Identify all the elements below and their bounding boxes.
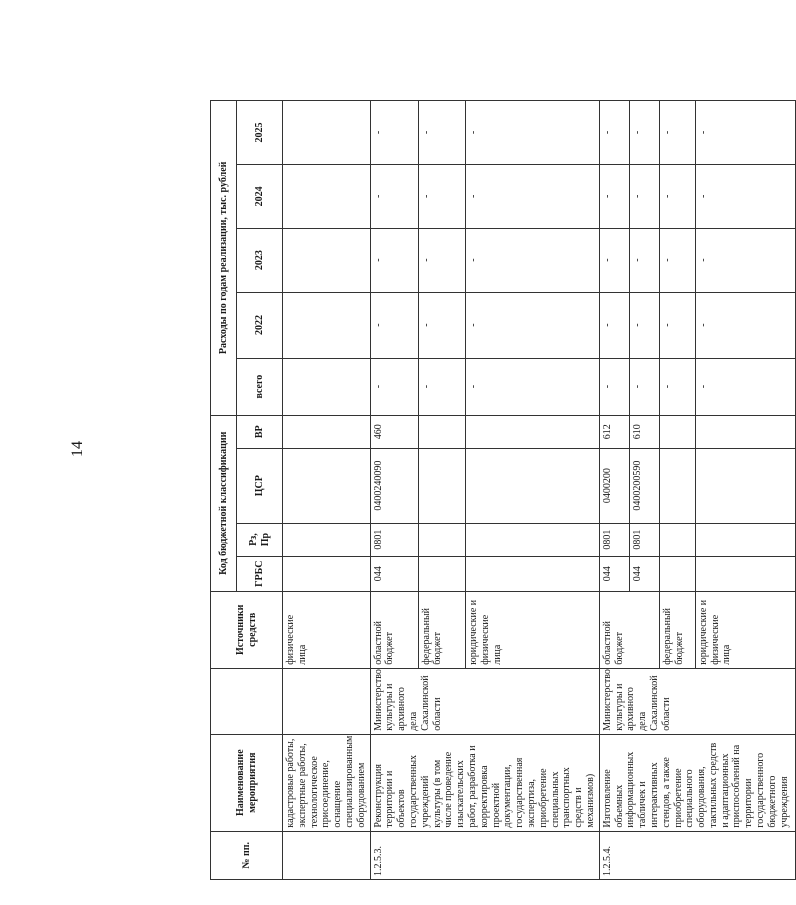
row-grbs: 044 <box>599 556 629 591</box>
row-csr <box>418 448 466 523</box>
row-source: физические лица <box>283 591 371 668</box>
row-2024: - <box>659 164 695 228</box>
row-grbs <box>695 556 795 591</box>
row-2022: - <box>659 292 695 358</box>
row-2023: - <box>370 228 418 292</box>
header-vr: ВР <box>237 415 283 448</box>
row-total: - <box>466 358 599 415</box>
row-2022: - <box>466 292 599 358</box>
row-executor: Министерство культуры и архивного дела Сахалинской области <box>370 668 599 734</box>
row-2024: - <box>629 164 659 228</box>
row-2024: - <box>599 164 629 228</box>
row-source: федеральный бюджет <box>659 591 695 668</box>
header-rzpr: Рз, Пр <box>237 523 283 556</box>
row-number <box>283 831 371 879</box>
header-2022: 2022 <box>237 292 283 358</box>
header-grbs: ГРБС <box>237 556 283 591</box>
header-csr: ЦСР <box>237 448 283 523</box>
row-grbs <box>659 556 695 591</box>
row-grbs <box>283 556 371 591</box>
row-2025: - <box>659 101 695 165</box>
row-total: - <box>659 358 695 415</box>
row-vr: 460 <box>370 415 418 448</box>
header-budget-code: Код бюджетной классификации <box>211 415 237 591</box>
row-2025: - <box>695 101 795 165</box>
row-vr: 612 <box>599 415 629 448</box>
page-number: 14 <box>69 441 86 457</box>
row-2025: - <box>629 101 659 165</box>
row-source: юридические и физические лица <box>466 591 599 668</box>
row-name: Реконструкция территории и объектов государственных учреждений культуры (в том числе проведение изыскательских работ, разработка и корректировка проектной документации, государственная экспертиза, приобретение специальных транспортных средств и механизмов) <box>370 734 599 831</box>
row-grbs <box>466 556 599 591</box>
row-total: - <box>370 358 418 415</box>
row-grbs <box>418 556 466 591</box>
row-2024 <box>283 164 371 228</box>
row-vr <box>695 415 795 448</box>
header-executor <box>211 668 283 734</box>
row-source: юридические и физические лица <box>695 591 795 668</box>
row-csr <box>659 448 695 523</box>
row-2022: - <box>370 292 418 358</box>
row-2023: - <box>599 228 629 292</box>
header-sources: Источники средств <box>211 591 283 668</box>
row-source: областной бюджет <box>599 591 659 668</box>
row-rzpr <box>283 523 371 556</box>
rotated-table-container <box>210 100 790 880</box>
row-2024: - <box>370 164 418 228</box>
row-rzpr <box>466 523 599 556</box>
row-2023 <box>283 228 371 292</box>
row-source: областной бюджет <box>370 591 418 668</box>
row-number: 1.2.5.4. <box>599 831 795 879</box>
header-number: № пп. <box>211 831 283 879</box>
row-2025 <box>283 101 371 165</box>
row-2022: - <box>695 292 795 358</box>
row-executor <box>283 668 371 734</box>
header-2024: 2024 <box>237 164 283 228</box>
row-rzpr <box>659 523 695 556</box>
row-rzpr <box>418 523 466 556</box>
row-vr: 610 <box>629 415 659 448</box>
row-2024: - <box>418 164 466 228</box>
row-csr: 0400240090 <box>370 448 418 523</box>
row-csr: 0400200 <box>599 448 629 523</box>
row-vr <box>466 415 599 448</box>
row-csr <box>695 448 795 523</box>
row-2025: - <box>370 101 418 165</box>
row-total: - <box>629 358 659 415</box>
row-2023: - <box>466 228 599 292</box>
row-rzpr: 0801 <box>629 523 659 556</box>
row-2023: - <box>695 228 795 292</box>
row-csr <box>283 448 371 523</box>
row-2025: - <box>599 101 629 165</box>
row-grbs: 044 <box>370 556 418 591</box>
header-2023: 2023 <box>237 228 283 292</box>
row-2023: - <box>418 228 466 292</box>
row-2023: - <box>659 228 695 292</box>
row-vr <box>283 415 371 448</box>
row-vr <box>659 415 695 448</box>
row-csr: 0400200590 <box>629 448 659 523</box>
row-total: - <box>695 358 795 415</box>
row-2025: - <box>418 101 466 165</box>
row-2022: - <box>629 292 659 358</box>
row-name: Изготовление объемных информационных табличек и интерактивных стендов, а также приобретение специального оборудования, тактильных средств и адаптационных приспособлений на территории государственного бюджетного учреждения <box>599 734 795 831</box>
row-total: - <box>599 358 629 415</box>
row-name: кадастровые работы, экспертные работы, технологическое присоединение, оснащение специализированным оборудованием <box>283 734 371 831</box>
row-2024: - <box>466 164 599 228</box>
table-row <box>370 101 599 880</box>
row-2022: - <box>418 292 466 358</box>
table-header <box>211 101 283 880</box>
row-executor: Министерство культуры и архивного дела Сахалинской области <box>599 668 795 734</box>
table-row <box>283 101 371 880</box>
header-expenses: Расходы по годам реализации, тыс. рублей <box>211 101 237 416</box>
row-number: 1.2.5.3. <box>370 831 599 879</box>
row-2022 <box>283 292 371 358</box>
row-2025: - <box>466 101 599 165</box>
row-total <box>283 358 371 415</box>
header-total: всего <box>237 358 283 415</box>
header-name: Наименование мероприятия <box>211 734 283 831</box>
row-2023: - <box>629 228 659 292</box>
row-vr <box>418 415 466 448</box>
row-csr <box>466 448 599 523</box>
budget-table <box>210 100 796 880</box>
row-2024: - <box>695 164 795 228</box>
table-row <box>599 101 795 880</box>
row-rzpr: 0801 <box>370 523 418 556</box>
row-total: - <box>418 358 466 415</box>
row-2022: - <box>599 292 629 358</box>
row-rzpr <box>695 523 795 556</box>
header-2025: 2025 <box>237 101 283 165</box>
row-source: федеральный бюджет <box>418 591 466 668</box>
row-rzpr: 0801 <box>599 523 629 556</box>
row-grbs: 044 <box>629 556 659 591</box>
